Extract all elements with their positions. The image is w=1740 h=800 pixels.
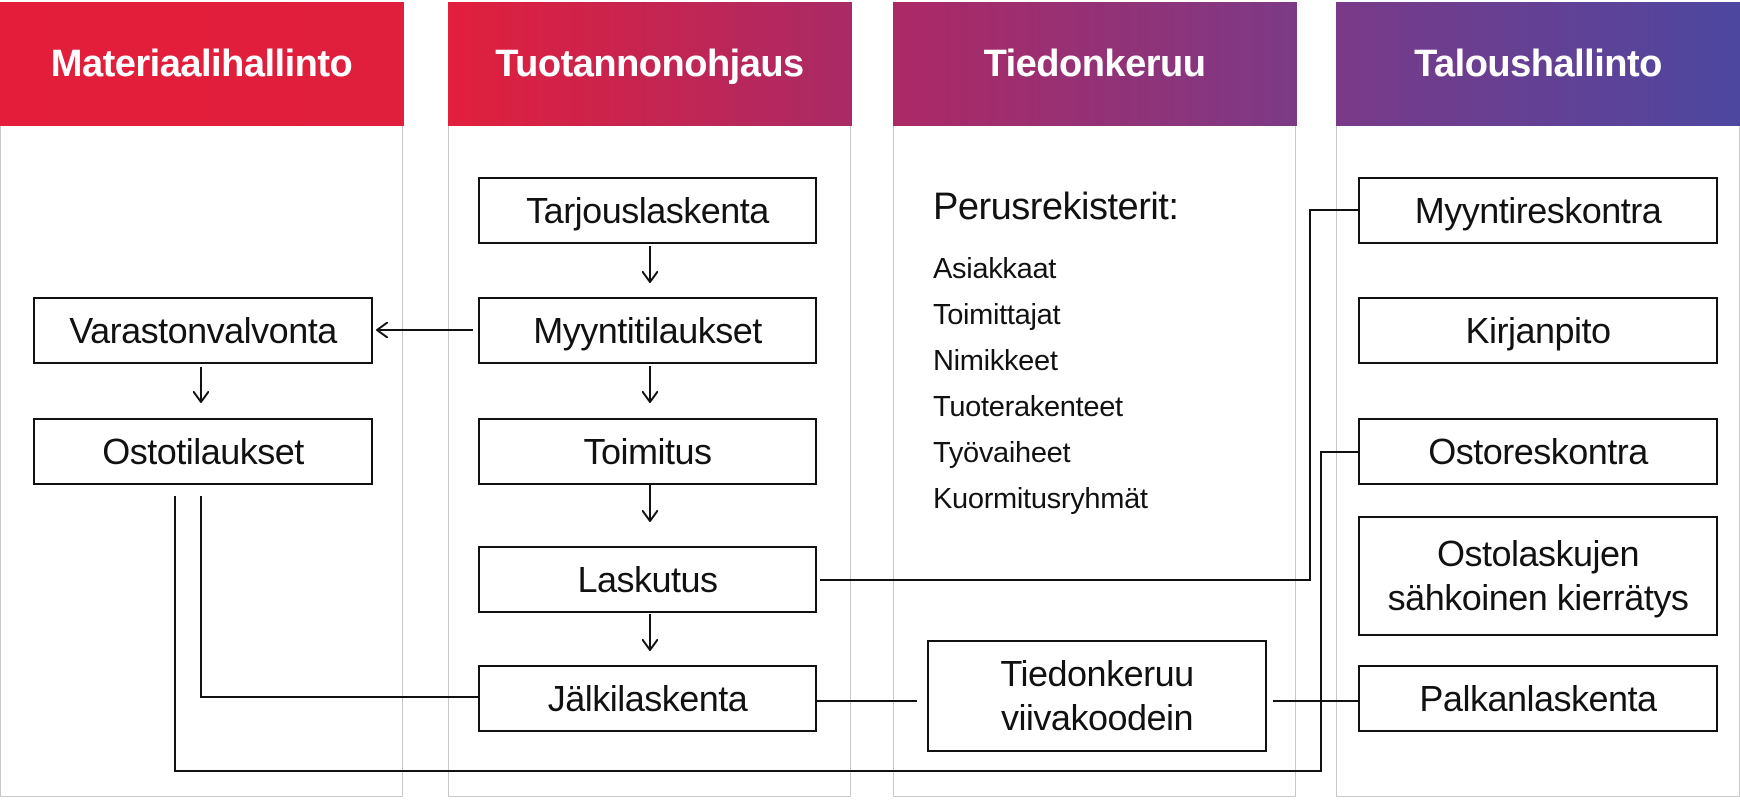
register-item: Asiakkaat (933, 253, 1057, 285)
box-laskutus: Laskutus (478, 546, 817, 613)
box-line: Ostolaskujen (1436, 533, 1640, 574)
register-item: Tuoterakenteet (933, 391, 1123, 423)
column-header: Materiaalihallinto (0, 2, 404, 126)
registers-title: Perusrekisterit: (933, 186, 1179, 228)
register-item: Kuormitusryhmät (933, 483, 1148, 515)
box-varastonvalvonta: Varastonvalvonta (33, 297, 373, 364)
column-header: Tuotannonohjaus (448, 2, 852, 126)
box-ostoreskontra: Ostoreskontra (1358, 418, 1718, 485)
box-toimitus: Toimitus (478, 418, 817, 485)
box-tarjouslaskenta: Tarjouslaskenta (478, 177, 817, 244)
box-ostotilaukset: Ostotilaukset (33, 418, 373, 485)
register-item: Työvaiheet (933, 437, 1071, 469)
register-item: Nimikkeet (933, 345, 1058, 377)
box-line: sähkoinen kierrätys (1387, 577, 1689, 618)
arrow-osto-to-jalkilaskenta (201, 496, 513, 697)
box-ostolaskujen-kierratys (1358, 516, 1718, 636)
box-jalkilaskenta: Jälkilaskenta (478, 665, 817, 732)
column-header: Taloushallinto (1336, 2, 1740, 126)
box-tiedonkeruu-viivakoodein (927, 640, 1267, 752)
registers-list (933, 246, 1148, 522)
box-myyntitilaukset: Myyntitilaukset (478, 297, 817, 364)
box-kirjanpito: Kirjanpito (1358, 297, 1718, 364)
column-header: Tiedonkeruu (893, 2, 1297, 126)
box-line: viivakoodein (1000, 697, 1194, 738)
box-palkanlaskenta: Palkanlaskenta (1358, 665, 1718, 732)
register-item: Toimittajat (933, 299, 1061, 331)
box-line: Tiedonkeruu (1000, 653, 1194, 694)
box-myyntireskontra: Myyntireskontra (1358, 177, 1718, 244)
